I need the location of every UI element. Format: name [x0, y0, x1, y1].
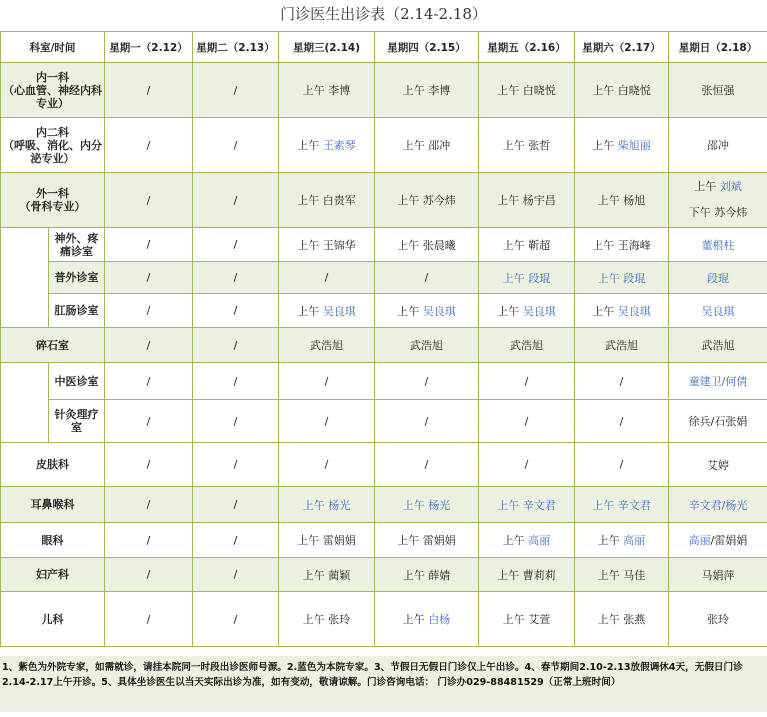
- header-dept-time: 科室/时间: [1, 32, 105, 63]
- schedule-cell: /: [193, 63, 279, 118]
- schedule-table: [0, 31, 767, 647]
- schedule-cell: 上午 杨旭: [575, 173, 669, 228]
- schedule-cell: [479, 487, 575, 523]
- schedule-cell: 徐兵/石张娟: [669, 400, 767, 443]
- schedule-cell: /: [279, 262, 375, 294]
- schedule-cell: 上午 马佳: [575, 558, 669, 592]
- doctor-name: 吴良琪: [522, 304, 556, 318]
- header-fri: 星期五（2.16）: [479, 32, 575, 63]
- header-tue: 星期二（2.13）: [193, 32, 279, 63]
- schedule-cell: /: [375, 262, 479, 294]
- schedule-cell: /: [105, 487, 193, 523]
- schedule-cell: 上午 雷娟娟: [279, 523, 375, 558]
- schedule-cell: /: [575, 443, 669, 487]
- schedule-cell: 上午 张玲: [279, 592, 375, 647]
- schedule-cell: 段琨: [669, 262, 767, 294]
- dept-cell: 内一科 （心血管、神经内科专业）: [1, 63, 105, 118]
- schedule-cell: 董根柱: [669, 228, 767, 262]
- schedule-cell: /: [105, 228, 193, 262]
- doctor-name: 高丽: [528, 534, 551, 547]
- am-label: 上午: [592, 139, 615, 152]
- schedule-cell: /: [479, 400, 575, 443]
- schedule-cell: /: [105, 173, 193, 228]
- schedule-cell: /: [105, 262, 193, 294]
- schedule-cell: /: [193, 558, 279, 592]
- am-label: 上午: [592, 498, 615, 512]
- schedule-cell: /: [193, 262, 279, 294]
- schedule-cell: [575, 487, 669, 523]
- table-row: [1, 592, 767, 647]
- schedule-cell: /: [193, 487, 279, 523]
- schedule-cell: 上午 艾萱: [479, 592, 575, 647]
- schedule-cell: /: [375, 400, 479, 443]
- schedule-cell: 上午 张晨曦: [375, 228, 479, 262]
- group-cell-zy: [1, 363, 49, 443]
- schedule-cell: /: [279, 363, 375, 400]
- am-label: 上午: [402, 498, 425, 512]
- sub-dept-cell: 神外、疼痛诊室: [49, 228, 105, 262]
- schedule-cell: /: [279, 443, 375, 487]
- sub-dept-cell: 肛肠诊室: [49, 294, 105, 328]
- schedule-cell: 武浩旭: [575, 328, 669, 363]
- schedule-cell: /: [105, 592, 193, 647]
- dept-cell: 内二科 （呼吸、消化、内分泌专业）: [1, 118, 105, 173]
- doctor-name: 吴良琪: [322, 304, 356, 318]
- header-row: [1, 32, 767, 63]
- table-row: [1, 558, 767, 592]
- schedule-cell: 上午 蔺颖: [279, 558, 375, 592]
- header-thu: 星期四（2.15）: [375, 32, 479, 63]
- am-label: 上午: [297, 139, 320, 152]
- doctor-name: /雷娟娟: [710, 534, 748, 547]
- table-row: [1, 443, 767, 487]
- am-label: 上午: [397, 304, 420, 318]
- dept-cell: 耳鼻喉科: [1, 487, 105, 523]
- schedule-cell: 上午 张燕: [575, 592, 669, 647]
- doctor-name: 王素琴: [322, 139, 356, 152]
- schedule-cell: [479, 523, 575, 558]
- header-wed: 星期三(2.14): [279, 32, 375, 63]
- dept-cell: 妇产科: [1, 558, 105, 592]
- schedule-cell: 艾婷: [669, 443, 767, 487]
- schedule-cell: [375, 487, 479, 523]
- header-sat: 星期六（2.17）: [575, 32, 669, 63]
- schedule-cell: [479, 294, 575, 328]
- schedule-cell: [279, 487, 375, 523]
- table-row: [1, 328, 767, 363]
- doctor-name: 辛文君: [617, 498, 651, 512]
- schedule-cell: 张玲: [669, 592, 767, 647]
- table-row: [1, 63, 767, 118]
- dept-cell: 皮肤科: [1, 443, 105, 487]
- schedule-cell: [575, 523, 669, 558]
- am-label: 上午: [497, 498, 520, 512]
- schedule-cell: 上午 段琨: [575, 262, 669, 294]
- doctor-name: 刘斌: [719, 180, 742, 193]
- doctor-name: 柴旭丽: [617, 139, 651, 152]
- table-row: [1, 487, 767, 523]
- doctor-name: 高丽: [688, 534, 711, 547]
- schedule-cell: 上午 王海峰: [575, 228, 669, 262]
- schedule-cell: /: [193, 173, 279, 228]
- schedule-cell: /: [193, 118, 279, 173]
- schedule-cell: /: [193, 294, 279, 328]
- table-row: [1, 294, 767, 328]
- schedule-cell: 张恒强: [669, 63, 767, 118]
- header-mon: 星期一（2.12）: [105, 32, 193, 63]
- schedule-cell: /: [193, 228, 279, 262]
- dept-cell: 眼科: [1, 523, 105, 558]
- pm-doctor: 下午 苏今炜: [688, 206, 748, 219]
- am-label: 上午: [502, 534, 525, 547]
- schedule-cell: 上午 杨宇昌: [479, 173, 575, 228]
- sub-dept-cell: 普外诊室: [49, 262, 105, 294]
- schedule-cell: 上午 雷娟娟: [375, 523, 479, 558]
- table-row: [1, 523, 767, 558]
- schedule-cell: 上午 苏今炜: [375, 173, 479, 228]
- sub-dept-cell: 针灸理疗室: [49, 400, 105, 443]
- schedule-cell: 上午 李博: [279, 63, 375, 118]
- footer-notes: 1、紫色为外院专家，如需就诊，请挂本院同一时段出诊医师号源。2.蓝色为本院专家。3、节假日无假日门诊仅上午出诊。4、春节期间2.10-2.13放假调休4天，无假日门诊2.14-2.17上午开诊。5、具体坐诊医生以当天实际出诊为准，如有变动，敬请谅解。门诊咨询电话： 门诊办029-88481529（正常上班时间）: [0, 656, 767, 712]
- schedule-cell: /: [193, 443, 279, 487]
- schedule-cell: /: [193, 328, 279, 363]
- schedule-cell: /: [193, 363, 279, 400]
- schedule-cell: /: [105, 294, 193, 328]
- schedule-cell: 上午 白晓悦: [575, 63, 669, 118]
- schedule-cell: [575, 294, 669, 328]
- schedule-cell: /: [479, 443, 575, 487]
- am-label: 上午: [497, 304, 520, 318]
- doctor-name: 辛文君: [522, 498, 556, 512]
- schedule-cell: /: [193, 523, 279, 558]
- schedule-cell: 上午 邵冲: [375, 118, 479, 173]
- schedule-cell: /: [575, 363, 669, 400]
- dept-cell: 外一科 （骨科专业）: [1, 173, 105, 228]
- schedule-cell: 邵冲: [669, 118, 767, 173]
- doctor-name: 高丽: [623, 534, 646, 547]
- schedule-cell: 上午 薛婧: [375, 558, 479, 592]
- schedule-cell: /: [105, 523, 193, 558]
- am-label: 上午: [694, 180, 717, 193]
- header-sun: 星期日（2.18）: [669, 32, 767, 63]
- schedule-cell: 上午 白贵军: [279, 173, 375, 228]
- sub-dept-cell: 中医诊室: [49, 363, 105, 400]
- schedule-cell: 武浩旭: [669, 328, 767, 363]
- schedule-cell: /: [375, 443, 479, 487]
- schedule-cell: 武浩旭: [479, 328, 575, 363]
- doctor-name: 吴良琪: [422, 304, 456, 318]
- schedule-cell: [375, 294, 479, 328]
- schedule-cell: 上午 王锦华: [279, 228, 375, 262]
- group-cell-wai2: [1, 228, 49, 328]
- schedule-cell: /: [105, 328, 193, 363]
- page-title: 门诊医生出诊表（2.14-2.18）: [280, 5, 487, 23]
- schedule-cell: 马娟萍: [669, 558, 767, 592]
- dept-cell: 儿科: [1, 592, 105, 647]
- schedule-cell: [575, 118, 669, 173]
- schedule-cell: /: [105, 558, 193, 592]
- schedule-cell: /: [193, 592, 279, 647]
- am-label: 上午: [297, 304, 320, 318]
- am-label: 上午: [302, 498, 325, 512]
- schedule-cell: [669, 173, 767, 228]
- schedule-cell: /: [105, 363, 193, 400]
- schedule-cell: /: [105, 400, 193, 443]
- schedule-cell: 上午 段琨: [479, 262, 575, 294]
- table-row: [1, 173, 767, 228]
- schedule-cell: /: [479, 363, 575, 400]
- schedule-cell: 上午 张哲: [479, 118, 575, 173]
- schedule-cell: 上午 靳超: [479, 228, 575, 262]
- schedule-cell: [669, 363, 767, 400]
- am-label: 上午: [592, 304, 615, 318]
- schedule-cell: 吴良琪: [669, 294, 767, 328]
- schedule-cell: /: [105, 118, 193, 173]
- doctor-name: 白杨: [428, 613, 451, 626]
- doctor-name: 童建卫/何倩: [688, 375, 748, 388]
- table-row: [1, 118, 767, 173]
- am-label: 上午: [597, 534, 620, 547]
- doctor-name: 吴良琪: [617, 304, 651, 318]
- schedule-cell: 上午 白晓悦: [479, 63, 575, 118]
- table-row: [1, 400, 767, 443]
- doctor-name: 杨光: [428, 498, 451, 512]
- schedule-cell: /: [575, 400, 669, 443]
- schedule-cell: [279, 118, 375, 173]
- schedule-cell: /: [375, 363, 479, 400]
- schedule-cell: /: [279, 400, 375, 443]
- table-row: [1, 262, 767, 294]
- schedule-cell: /: [193, 400, 279, 443]
- schedule-cell: [375, 592, 479, 647]
- schedule-cell: 武浩旭: [279, 328, 375, 363]
- doctor-name: 杨光: [328, 498, 351, 512]
- schedule-cell: 上午 李博: [375, 63, 479, 118]
- table-row: [1, 363, 767, 400]
- dept-cell: 碎石室: [1, 328, 105, 363]
- am-label: 上午: [402, 613, 425, 626]
- schedule-cell: [669, 523, 767, 558]
- schedule-cell: 辛文君/杨光: [669, 487, 767, 523]
- table-row: [1, 228, 767, 262]
- schedule-cell: 武浩旭: [375, 328, 479, 363]
- schedule-cell: [279, 294, 375, 328]
- schedule-cell: /: [105, 63, 193, 118]
- schedule-cell: /: [105, 443, 193, 487]
- schedule-cell: 上午 曹莉莉: [479, 558, 575, 592]
